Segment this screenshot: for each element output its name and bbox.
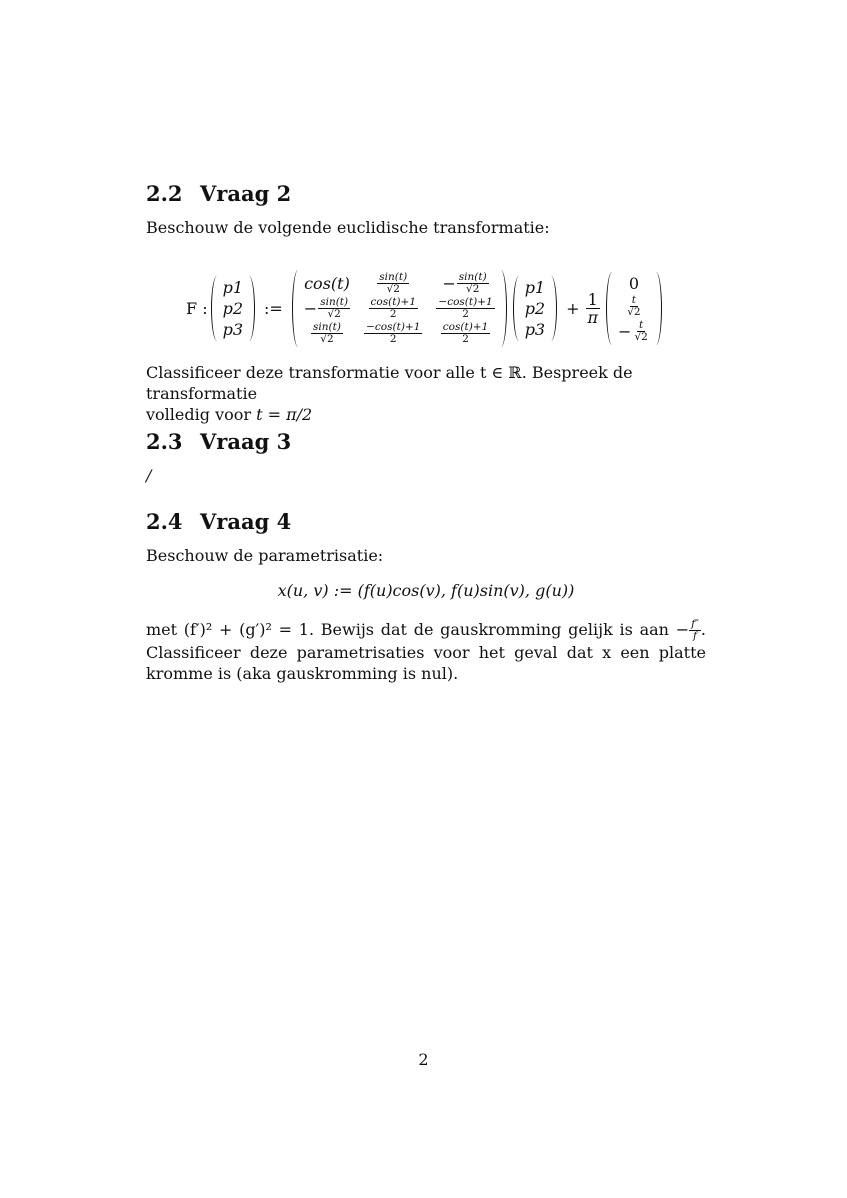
section-title: Vraag 2 (200, 181, 292, 206)
q2-classify-line2: volledig voor t = π/2 (146, 405, 313, 424)
matrix-entry: cos(t) (304, 273, 350, 293)
q3-body: / (146, 466, 152, 485)
q2-classify (146, 362, 706, 425)
section-heading-2-4 (146, 509, 291, 534)
vec-entry: − $\frac{t}{√2}$ (618, 318, 648, 343)
section-number: 2.2 (146, 181, 183, 206)
matrix-entry: $\frac{\sin(t)}{√2}$ (379, 270, 408, 295)
vec-entry: p2 (222, 298, 243, 318)
section-number: 2.3 (146, 429, 183, 454)
assign-symbol: := (264, 298, 283, 318)
translation-vector (606, 272, 662, 345)
page-number: 2 (418, 1050, 429, 1069)
vec-entry: $\frac{t}{√2}$ (627, 293, 641, 318)
vec-entry: p1 (524, 277, 546, 297)
point-vector-rhs (513, 276, 557, 341)
section-heading-2-3 (146, 429, 291, 454)
q2-classify-line1: Classificeer deze transformatie voor alle t ∈ ℝ. Bespreek de transformatie (146, 363, 633, 403)
matrix-entry: − $\frac{\sin(t)}{√2}$ (442, 270, 487, 295)
matrix-entry: $\frac{-\cos(t)+1}{2}$ (438, 295, 493, 320)
transformation-equation (186, 268, 665, 348)
plus-symbol: + (566, 298, 580, 318)
eq-lhs: F : (186, 298, 208, 318)
section-number: 2.4 (146, 509, 183, 534)
section-heading-2-2 (146, 181, 291, 206)
rotation-matrix (292, 270, 507, 347)
vec-entry: p3 (524, 319, 546, 339)
q4-body: met (f′)² + (g′)² = 1. Bewijs dat de gauskromming gelijk is aan − $\frac{f''}{f}$ . Classificeer deze parametrisaties voor het geval dat x een platte kromme is (aka gauskromming is nul). (146, 618, 706, 683)
vec-entry: p1 (222, 277, 243, 297)
section-title: Vraag 4 (200, 509, 292, 534)
vec-entry: 0 (628, 273, 640, 293)
parametrisation-formula: x(u, v) := (f(u)cos(v), f(u)sin(v), g(u)) (277, 581, 575, 600)
matrix-entry: $\frac{\cos(t)+1}{2}$ (370, 295, 416, 320)
vec-entry: p2 (524, 298, 546, 318)
vec-entry: p3 (222, 319, 243, 339)
curvature-expression: − $\frac{f''}{f}$ (675, 618, 699, 642)
point-vector-lhs (211, 276, 255, 341)
t-equals-pi-over-2: t = π/2 (256, 405, 313, 424)
q4-intro: Beschouw de parametrisatie: (146, 546, 384, 565)
matrix-entry: $\frac{\cos(t)+1}{2}$ (442, 320, 489, 345)
scalar-fraction: $\frac{1}{\pi}$ (587, 289, 599, 327)
q2-intro: Beschouw de volgende euclidische transformatie: (146, 218, 550, 237)
section-title: Vraag 3 (200, 429, 292, 454)
matrix-entry: $\frac{-\cos(t)+1}{2}$ (366, 320, 421, 345)
matrix-entry: − $\frac{\sin(t)}{√2}$ (303, 295, 349, 320)
matrix-entry: $\frac{\sin(t)}{√2}$ (313, 320, 341, 345)
